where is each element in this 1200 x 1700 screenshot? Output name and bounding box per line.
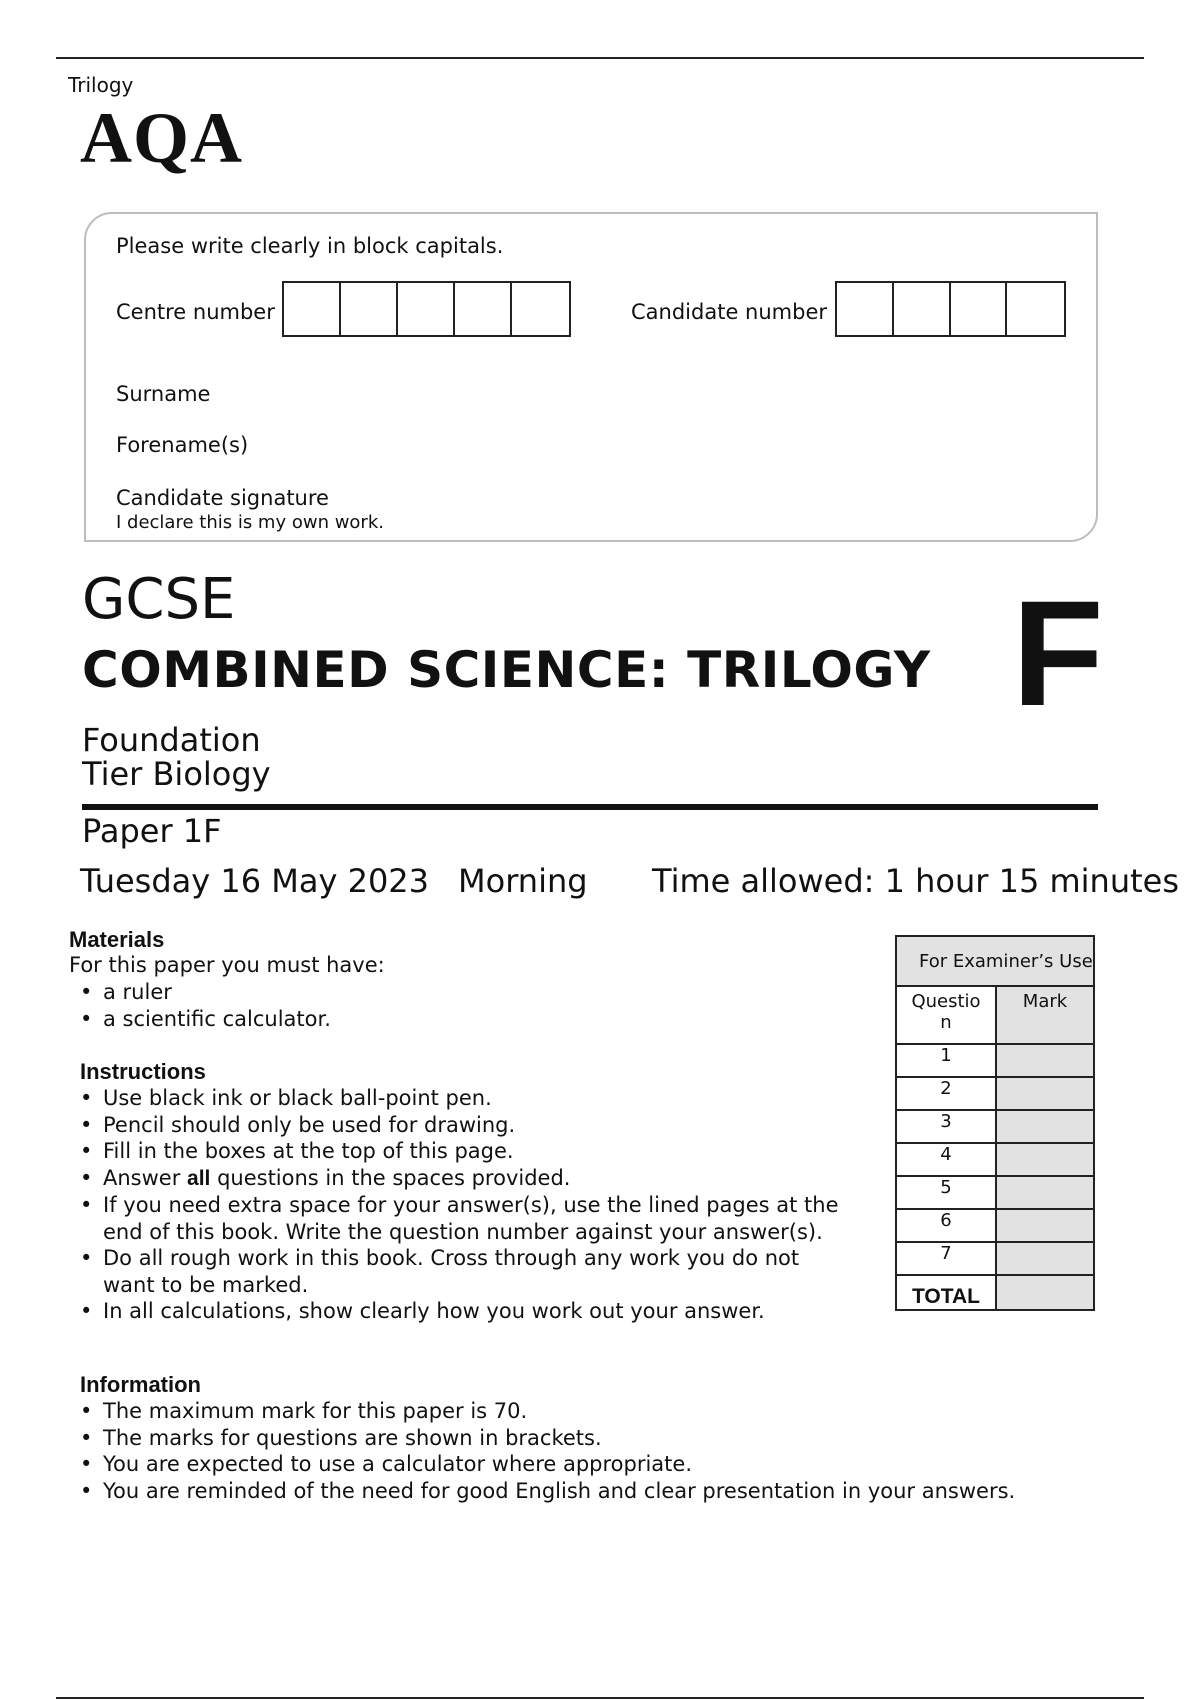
aqa-logo: AQA — [80, 98, 243, 178]
question-number-cell: 5 — [896, 1176, 996, 1209]
title-divider — [82, 804, 1098, 810]
block-capitals-instruction: Please write clearly in block capitals. — [116, 234, 504, 258]
mark-cell[interactable] — [996, 1242, 1094, 1275]
header-label: Trilogy — [68, 73, 134, 97]
information-heading: Information — [80, 1372, 201, 1397]
list-item: • The maximum mark for this paper is 70. — [80, 1398, 1170, 1425]
question-number-cell: 7 — [896, 1242, 996, 1275]
tier-line-1: Foundation — [82, 721, 261, 759]
question-number-cell: 6 — [896, 1209, 996, 1242]
mark-cell[interactable] — [996, 1044, 1094, 1077]
question-number-cell: 2 — [896, 1077, 996, 1110]
total-label: TOTAL — [896, 1275, 996, 1310]
materials-intro: For this paper you must have: — [69, 953, 385, 977]
examiner-table-title: For Examiner’s Use — [896, 936, 1094, 986]
candidate-digit-box[interactable] — [837, 283, 894, 335]
list-item: • You are expected to use a calculator where appropriate. — [80, 1451, 1170, 1478]
list-item: • Pencil should only be used for drawing. — [80, 1112, 850, 1139]
candidate-digit-box[interactable] — [1007, 283, 1064, 335]
list-item: • The marks for questions are shown in brackets. — [80, 1425, 1170, 1452]
instructions-list — [80, 1085, 850, 1325]
list-item: • a ruler — [80, 979, 780, 1006]
centre-number-label: Centre number — [116, 300, 275, 324]
exam-session: Morning — [458, 862, 588, 900]
list-item: • If you need extra space for your answer(s), use the lined pages at the end of this book. Write the question number against your answer(s). — [80, 1192, 850, 1245]
top-rule — [56, 57, 1144, 59]
list-item: • In all calculations, show clearly how you work out your answer. — [80, 1298, 850, 1325]
mark-column-header: Mark — [996, 986, 1094, 1044]
subject-title: COMBINED SCIENCE: TRILOGY — [82, 641, 931, 699]
centre-digit-box[interactable] — [341, 283, 398, 335]
question-number-cell: 4 — [896, 1143, 996, 1176]
list-item: • You are reminded of the need for good English and clear presentation in your answers. — [80, 1478, 1170, 1505]
mark-cell[interactable] — [996, 1176, 1094, 1209]
candidate-digit-box[interactable] — [894, 283, 951, 335]
mark-cell[interactable] — [996, 1110, 1094, 1143]
bottom-rule — [56, 1697, 1144, 1699]
tier-line-2: Tier Biology — [82, 755, 271, 793]
surname-label: Surname — [116, 382, 211, 406]
forenames-label: Forename(s) — [116, 433, 249, 457]
total-mark-cell[interactable] — [996, 1275, 1094, 1310]
question-number-cell: 1 — [896, 1044, 996, 1077]
candidate-digit-box[interactable] — [951, 283, 1008, 335]
qualification-title: GCSE — [82, 567, 236, 632]
mark-cell[interactable] — [996, 1209, 1094, 1242]
answer-all-bold: all — [187, 1166, 211, 1190]
list-item — [80, 1165, 850, 1193]
list-item: • Do all rough work in this book. Cross through any work you do not want to be marked. — [80, 1245, 850, 1298]
centre-number-boxes[interactable] — [282, 281, 571, 337]
question-column-header: Questio n — [896, 986, 996, 1044]
declaration-text: I declare this is my own work. — [116, 512, 384, 533]
centre-digit-box[interactable] — [512, 283, 569, 335]
time-allowed: Time allowed: 1 hour 15 minutes — [652, 862, 1179, 900]
mark-cell[interactable] — [996, 1143, 1094, 1176]
exam-date: Tuesday 16 May 2023 — [80, 862, 430, 900]
candidate-details-box — [84, 212, 1098, 542]
paper-name: Paper 1F — [82, 812, 222, 850]
answer-all-text-1: Answer — [103, 1165, 188, 1190]
centre-digit-box[interactable] — [398, 283, 455, 335]
candidate-number-boxes[interactable] — [835, 281, 1066, 337]
instructions-heading: Instructions — [80, 1059, 206, 1084]
tier-letter: F — [1012, 569, 1104, 737]
signature-label: Candidate signature — [116, 486, 329, 510]
materials-heading: Materials — [69, 927, 165, 952]
examiner-use-table — [895, 935, 1095, 1311]
information-list — [80, 1398, 1170, 1504]
list-item: • a scientific calculator. — [80, 1006, 780, 1033]
answer-all-text-2: questions in the spaces provided. — [210, 1165, 571, 1190]
list-item: • Fill in the boxes at the top of this page. — [80, 1138, 850, 1165]
mark-cell[interactable] — [996, 1077, 1094, 1110]
centre-digit-box[interactable] — [455, 283, 512, 335]
centre-digit-box[interactable] — [284, 283, 341, 335]
candidate-number-label: Candidate number — [631, 300, 827, 324]
question-number-cell: 3 — [896, 1110, 996, 1143]
materials-list — [80, 979, 780, 1032]
list-item: • Use black ink or black ball-point pen. — [80, 1085, 850, 1112]
